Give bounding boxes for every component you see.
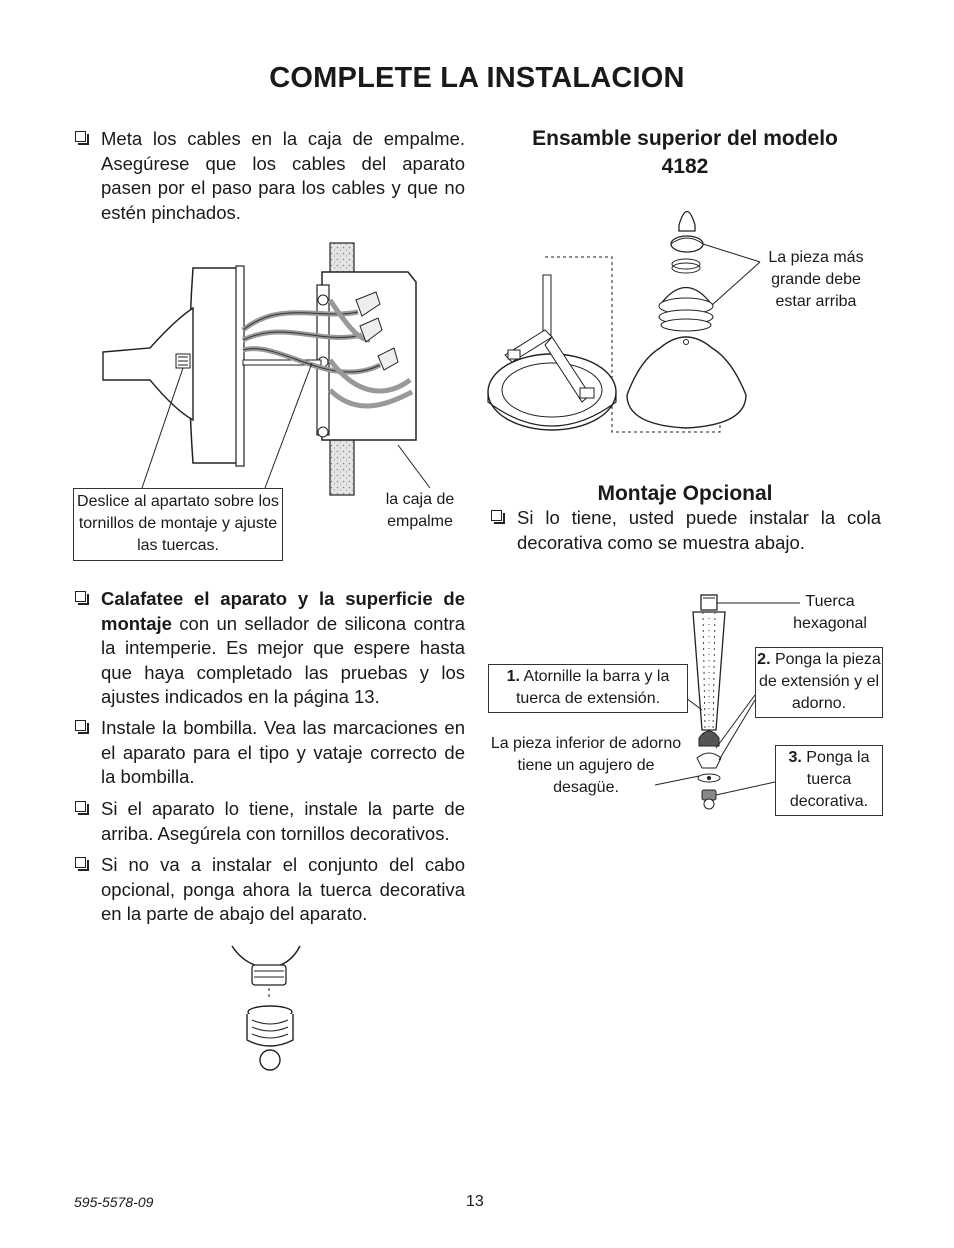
note-largest-piece-top: La pieza más grande debe estar arriba: [768, 249, 864, 310]
page-number: 13: [466, 1193, 484, 1210]
callout-step-2: 2. Ponga la pieza de extensión y el adorno.: [755, 647, 883, 718]
heading-optional-mount: Montaje Opcional: [597, 482, 773, 505]
instruction-finial: Si no va a instalar el conjunto del cabo opcional, ponga ahora la tuerca decorativa en la parte de abajo del aparato.: [101, 853, 465, 927]
instruction-optional: Si lo tiene, usted puede instalar la cola decorativa como se muestra abajo.: [517, 506, 881, 555]
note-drain-hole: La pieza inferior de adorno tiene un agujero de desagüe.: [490, 735, 682, 796]
callout-step-1: 1. Atornille la barra y la tuerca de extensión.: [488, 664, 688, 713]
callout-slide-fixture: Deslice al apartato sobre los tornillos de montaje y ajuste las tuercas.: [73, 488, 283, 561]
heading-top-assembly: Ensamble superior del modelo 4182: [532, 127, 838, 178]
callout-junction-box: la caja de empalme: [385, 491, 455, 530]
label-hex-nut: Tuerca hexagonal: [793, 593, 867, 632]
page-title: COMPLETE LA INSTALACION: [269, 62, 685, 94]
callout-step-3: 3. Ponga la tuerca decorativa.: [775, 745, 883, 816]
document-number: 595-5578-09: [74, 1194, 154, 1210]
instruction-top: Si el aparato lo tiene, instale la parte de arriba. Asegúrela con tornillos decorativos.: [101, 797, 465, 846]
instruction-bulb: Instale la bombilla. Vea las marcaciones en el aparato para el tipo y vataje correcto de la bombilla.: [101, 716, 465, 790]
instruction-caulk: Calafatee el aparato y la superficie de montaje con un sellador de silicona contra la intemperie. Es mejor que espere hasta que haya completado las pruebas y los ajustes indicados en la página 13.: [101, 587, 465, 710]
instruction-wires: Meta los cables en la caja de empalme. Asegúrese que los cables del aparato pasen por el paso para los cables y que no estén pinchados.: [101, 127, 465, 225]
